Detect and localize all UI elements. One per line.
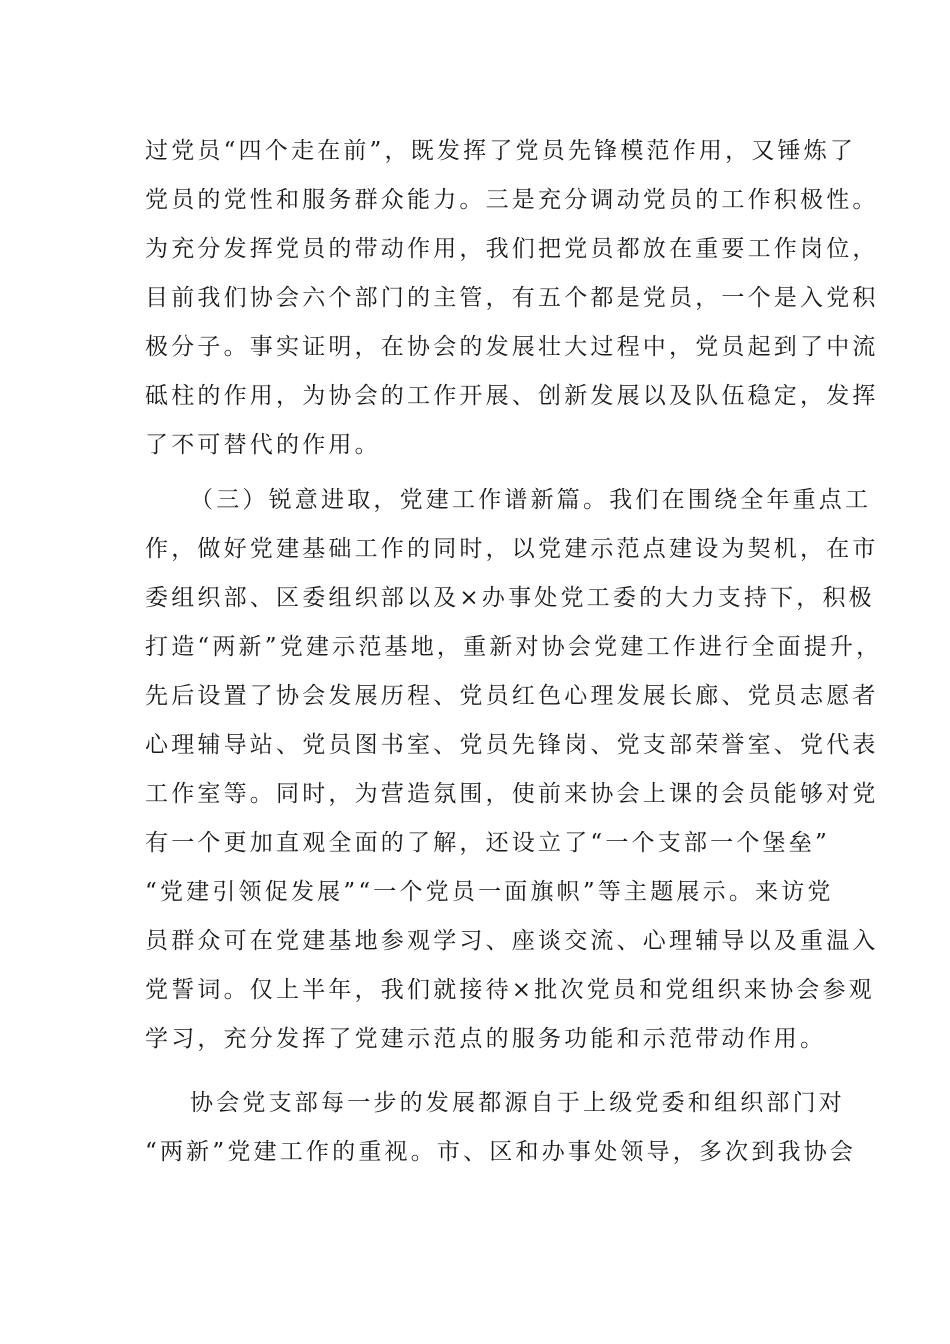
text-line: 协会党支部每一步的发展都源自于上级党委和组织部门对 xyxy=(190,1090,845,1116)
text-line: 员群众可在党建基地参观学习、座谈交流、心理辅导以及重温入 xyxy=(145,928,879,954)
text-line: （三）锐意进取，党建工作谱新篇。我们在围绕全年重点工 xyxy=(190,487,872,513)
text-line: 为充分发挥党员的带动作用，我们把党员都放在重要工作岗位， xyxy=(145,236,879,262)
text-line: 砥柱的作用，为协会的工作开展、创新发展以及队伍稳定，发挥 xyxy=(145,383,879,409)
text-line: 了不可替代的作用。 xyxy=(145,432,381,458)
text-line: 目前我们协会六个部门的主管，有五个都是党员，一个是入党积 xyxy=(145,285,879,311)
text-line: 作，做好党建基础工作的同时，以党建示范点建设为契机，在市 xyxy=(145,536,879,562)
text-line: 党誓词。仅上半年，我们就接待×批次党员和党组织来协会参观 xyxy=(145,977,875,1003)
text-line: “两新”党建工作的重视。市、区和办事处领导，多次到我协会 xyxy=(145,1139,857,1165)
text-line: “党建引领促发展”“一个党员一面旗帜”等主题展示。来访党 xyxy=(145,879,834,905)
text-line: 极分子。事实证明，在协会的发展壮大过程中，党员起到了中流 xyxy=(145,334,879,360)
text-line: 党员的党性和服务群众能力。三是充分调动党员的工作积极性。 xyxy=(145,187,879,213)
text-line: 过党员“四个走在前”，既发挥了党员先锋模范作用，又锤炼了 xyxy=(145,138,857,164)
text-line: 打造“两新”党建示范基地，重新对协会党建工作进行全面提升， xyxy=(145,634,883,660)
text-line: 有一个更加直观全面的了解，还设立了“一个支部一个堡垒” xyxy=(145,830,830,856)
text-line: 心理辅导站、党员图书室、党员先锋岗、党支部荣誉室、党代表 xyxy=(145,732,879,758)
text-line: 工作室等。同时，为营造氛围，使前来协会上课的会员能够对党 xyxy=(145,781,879,807)
text-line: 委组织部、区委组织部以及×办事处党工委的大力支持下，积极 xyxy=(145,585,875,611)
text-line: 学习，充分发挥了党建示范点的服务功能和示范带动作用。 xyxy=(145,1026,827,1052)
text-line: 先后设置了协会发展历程、党员红色心理发展长廊、党员志愿者 xyxy=(145,683,879,709)
